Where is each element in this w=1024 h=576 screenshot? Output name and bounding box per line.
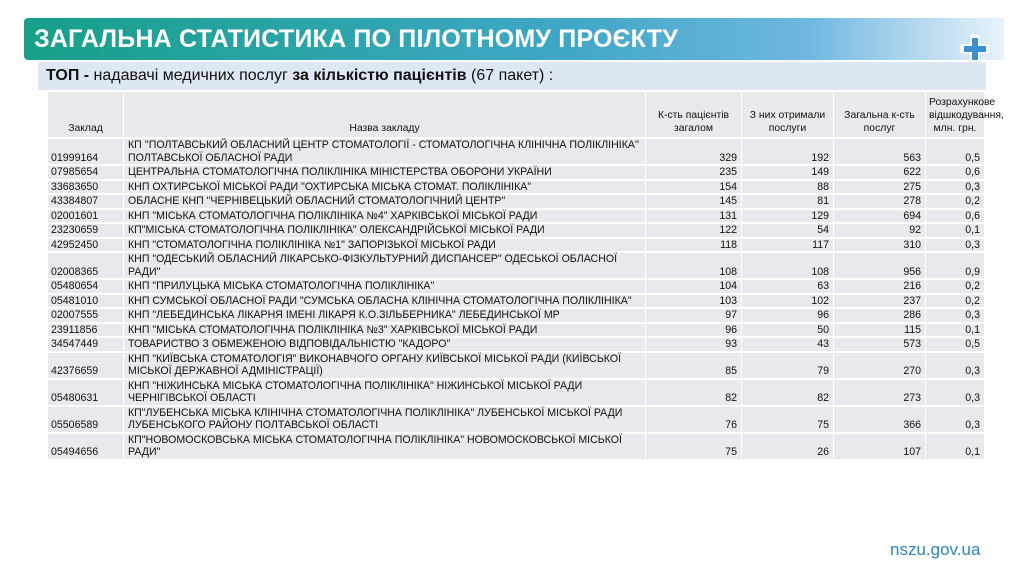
cell-compensation: 0,5 <box>926 336 984 351</box>
table-header-row <box>48 92 984 137</box>
cell-name: КП ''ПОЛТАВСЬКИЙ ОБЛАСНИЙ ЦЕНТР СТОМАТОЛОГІЇ - СТОМАТОЛОГІЧНА КЛІНІЧНА ПОЛІКЛІНІКА'' ПОЛТАВСЬКОЇ ОБЛАСНОЇ РАДИ <box>124 137 646 164</box>
cell-patients: 96 <box>646 322 742 337</box>
cell-patients: 329 <box>646 137 742 164</box>
cell-services: 366 <box>834 405 926 432</box>
cell-services: 270 <box>834 351 926 378</box>
cell-name: КП"НОВОМОСКОВСЬКА МІСЬКА СТОМАТОЛОГІЧНА ПОЛІКЛІНІКА" НОВОМОСКОВСЬКОЇ МІСЬКОЇ РАДИ" <box>124 432 646 459</box>
cell-name: КП"МІСЬКА СТОМАТОЛОГІЧНА ПОЛІКЛІНІКА" ОЛЕКСАНДРІЙСЬКОЇ МІСЬКОЇ РАДИ <box>124 222 646 237</box>
cell-patients: 154 <box>646 179 742 194</box>
header-name: Назва закладу <box>124 92 646 137</box>
cell-services: 237 <box>834 293 926 308</box>
cell-served: 192 <box>742 137 834 164</box>
table-row <box>48 179 984 194</box>
cell-name: КНП "ПРИЛУЦЬКА МІСЬКА СТОМАТОЛОГІЧНА ПОЛІКЛІНІКА" <box>124 278 646 293</box>
cell-name: КНП "ОДЕСЬКИЙ ОБЛАСНИЙ ЛІКАРСЬКО-ФІЗКУЛЬТУРНИЙ ДИСПАНСЕР" ОДЕСЬКОЇ ОБЛАСНОЇ РАДИ" <box>124 251 646 278</box>
table-row <box>48 336 984 351</box>
table-row <box>48 222 984 237</box>
cell-patients: 76 <box>646 405 742 432</box>
cell-patients: 82 <box>646 378 742 405</box>
cell-compensation: 0,9 <box>926 251 984 278</box>
cell-services: 92 <box>834 222 926 237</box>
table-row <box>48 405 984 432</box>
table-row <box>48 307 984 322</box>
table-row <box>48 237 984 252</box>
cell-code: 07985654 <box>48 164 124 179</box>
cell-code: 01999164 <box>48 137 124 164</box>
cell-served: 50 <box>742 322 834 337</box>
cell-services: 273 <box>834 378 926 405</box>
cell-code: 05480631 <box>48 378 124 405</box>
cell-patients: 118 <box>646 237 742 252</box>
cell-services: 310 <box>834 237 926 252</box>
cell-patients: 145 <box>646 193 742 208</box>
cell-served: 54 <box>742 222 834 237</box>
cell-name: КНП "НІЖИНСЬКА МІСЬКА СТОМАТОЛОГІЧНА ПОЛІКЛІНІКА" НІЖИНСЬКОЇ МІСЬКОЇ РАДИ ЧЕРНІГІВСЬКОЇ ОБЛАСТІ <box>124 378 646 405</box>
subtitle-bold: за кількістю пацієнтів <box>292 67 467 84</box>
cell-served: 79 <box>742 351 834 378</box>
table-row <box>48 432 984 459</box>
cell-code: 02007555 <box>48 307 124 322</box>
header-code: Заклад <box>48 92 124 137</box>
cell-compensation: 0,3 <box>926 351 984 378</box>
site-url[interactable]: nszu.gov.ua <box>890 540 981 559</box>
table-subtitle <box>38 62 986 90</box>
title-banner <box>24 18 1004 60</box>
cell-served: 102 <box>742 293 834 308</box>
cell-code: 43384807 <box>48 193 124 208</box>
header-patients: К-сть пацієнтів загалом <box>646 92 742 137</box>
table-row <box>48 251 984 278</box>
cell-code: 33683650 <box>48 179 124 194</box>
cell-code: 02008365 <box>48 251 124 278</box>
cell-services: 956 <box>834 251 926 278</box>
cell-code: 34547449 <box>48 336 124 351</box>
plus-cross-icon <box>958 32 992 66</box>
cell-code: 05481010 <box>48 293 124 308</box>
cell-services: 275 <box>834 179 926 194</box>
cell-services: 563 <box>834 137 926 164</box>
cell-code: 23911856 <box>48 322 124 337</box>
cell-code: 05506589 <box>48 405 124 432</box>
cell-served: 81 <box>742 193 834 208</box>
cell-name: ОБЛАСНЕ КНП "ЧЕРНІВЕЦЬКИЙ ОБЛАСНИЙ СТОМАТОЛОГІЧНИЙ ЦЕНТР" <box>124 193 646 208</box>
table-row <box>48 164 984 179</box>
cell-name: КНП "СТОМАТОЛОГІЧНА ПОЛІКЛІНІКА №1" ЗАПОРІЗЬКОЇ МІСЬКОЇ РАДИ <box>124 237 646 252</box>
cell-served: 75 <box>742 405 834 432</box>
cell-code: 42952450 <box>48 237 124 252</box>
table-row <box>48 137 984 164</box>
cell-patients: 103 <box>646 293 742 308</box>
cell-patients: 235 <box>646 164 742 179</box>
cell-compensation: 0,3 <box>926 378 984 405</box>
cell-served: 108 <box>742 251 834 278</box>
cell-served: 63 <box>742 278 834 293</box>
header-served: З них отримали послуги <box>742 92 834 137</box>
cell-served: 43 <box>742 336 834 351</box>
cell-compensation: 0,6 <box>926 208 984 223</box>
cell-served: 149 <box>742 164 834 179</box>
cell-code: 23230659 <box>48 222 124 237</box>
cell-compensation: 0,5 <box>926 137 984 164</box>
subtitle-mid: надавачі медичних послуг <box>89 67 293 84</box>
cell-patients: 104 <box>646 278 742 293</box>
cell-served: 82 <box>742 378 834 405</box>
cell-compensation: 0,2 <box>926 293 984 308</box>
subtitle-tail: (67 пакет) : <box>466 67 554 84</box>
cell-served: 117 <box>742 237 834 252</box>
header-services: Загальна к-сть послуг <box>834 92 926 137</box>
table-row <box>48 378 984 405</box>
cell-compensation: 0,3 <box>926 405 984 432</box>
cell-services: 115 <box>834 322 926 337</box>
cell-compensation: 0,1 <box>926 432 984 459</box>
cell-name: ЦЕНТРАЛЬНА СТОМАТОЛОГІЧНА ПОЛІКЛІНІКА МІНІСТЕРСТВА ОБОРОНИ УКРАЇНИ <box>124 164 646 179</box>
table-row <box>48 322 984 337</box>
page-title: ЗАГАЛЬНА СТАТИСТИКА ПО ПІЛОТНОМУ ПРОЄКТУ <box>34 25 678 53</box>
cell-served: 96 <box>742 307 834 322</box>
cell-name: ТОВАРИСТВО З ОБМЕЖЕНОЮ ВІДПОВІДАЛЬНІСТЮ "КАДОРО" <box>124 336 646 351</box>
cell-code: 05494656 <box>48 432 124 459</box>
cell-code: 05480654 <box>48 278 124 293</box>
cell-services: 216 <box>834 278 926 293</box>
cell-patients: 131 <box>646 208 742 223</box>
cell-services: 278 <box>834 193 926 208</box>
cell-name: КНП СУМСЬКОЇ ОБЛАСНОЇ РАДИ "СУМСЬКА ОБЛАСНА КЛІНІЧНА СТОМАТОЛОГІЧНА ПОЛІКЛІНІКА" <box>124 293 646 308</box>
cell-name: КП"ЛУБЕНСЬКА МІСЬКА КЛІНІЧНА СТОМАТОЛОГІЧНА ПОЛІКЛІНІКА" ЛУБЕНСЬКОЇ МІСЬКОЇ РАДИ ЛУБЕНСЬКОГО РАЙОНУ ПОЛТАВСЬКОЇ ОБЛАСТІ <box>124 405 646 432</box>
cell-served: 26 <box>742 432 834 459</box>
table-row <box>48 193 984 208</box>
top-providers-table <box>48 92 1004 459</box>
cell-name: КНП "КИЇВСЬКА СТОМАТОЛОГІЯ" ВИКОНАВЧОГО ОРГАНУ КИЇВСЬКОЇ МІСЬКОЇ РАДИ (КИЇВСЬКОЇ МІСЬКОЇ ДЕРЖАВНОЇ АДМІНІСТРАЦІЇ) <box>124 351 646 378</box>
cell-patients: 97 <box>646 307 742 322</box>
cell-services: 573 <box>834 336 926 351</box>
subtitle-top: ТОП - <box>46 67 90 84</box>
cell-compensation: 0,1 <box>926 222 984 237</box>
cell-patients: 93 <box>646 336 742 351</box>
cell-compensation: 0,3 <box>926 237 984 252</box>
cell-compensation: 0,6 <box>926 164 984 179</box>
header-compensation: Розрахункове відшкодування, млн. грн. <box>926 92 984 137</box>
cell-name: КНП ОХТИРСЬКОЇ МІСЬКОЇ РАДИ "ОХТИРСЬКА МІСЬКА СТОМАТ. ПОЛІКЛІНІКА" <box>124 179 646 194</box>
cell-services: 694 <box>834 208 926 223</box>
cell-compensation: 0,3 <box>926 307 984 322</box>
table-row <box>48 278 984 293</box>
table-row <box>48 351 984 378</box>
cell-compensation: 0,3 <box>926 179 984 194</box>
cell-patients: 85 <box>646 351 742 378</box>
cell-compensation: 0,2 <box>926 278 984 293</box>
cell-name: КНП "МІСЬКА СТОМАТОЛОГІЧНА ПОЛІКЛІНІКА №3" ХАРКІВСЬКОЇ МІСЬКОЇ РАДИ <box>124 322 646 337</box>
cell-services: 622 <box>834 164 926 179</box>
cell-code: 02001601 <box>48 208 124 223</box>
cell-patients: 108 <box>646 251 742 278</box>
cell-code: 42376659 <box>48 351 124 378</box>
cell-services: 107 <box>834 432 926 459</box>
cell-name: КНП "ЛЕБЕДИНСЬКА ЛІКАРНЯ ІМЕНІ ЛІКАРЯ К.О.ЗІЛЬБЕРНИКА" ЛЕБЕДИНСЬКОЇ МР <box>124 307 646 322</box>
table-row <box>48 208 984 223</box>
cell-services: 286 <box>834 307 926 322</box>
cell-patients: 122 <box>646 222 742 237</box>
table-row <box>48 293 984 308</box>
cell-name: КНП "МІСЬКА СТОМАТОЛОГІЧНА ПОЛІКЛІНІКА №4" ХАРКІВСЬКОЇ МІСЬКОЇ РАДИ <box>124 208 646 223</box>
cell-served: 88 <box>742 179 834 194</box>
cell-compensation: 0,2 <box>926 193 984 208</box>
cell-patients: 75 <box>646 432 742 459</box>
cell-compensation: 0,1 <box>926 322 984 337</box>
cell-served: 129 <box>742 208 834 223</box>
